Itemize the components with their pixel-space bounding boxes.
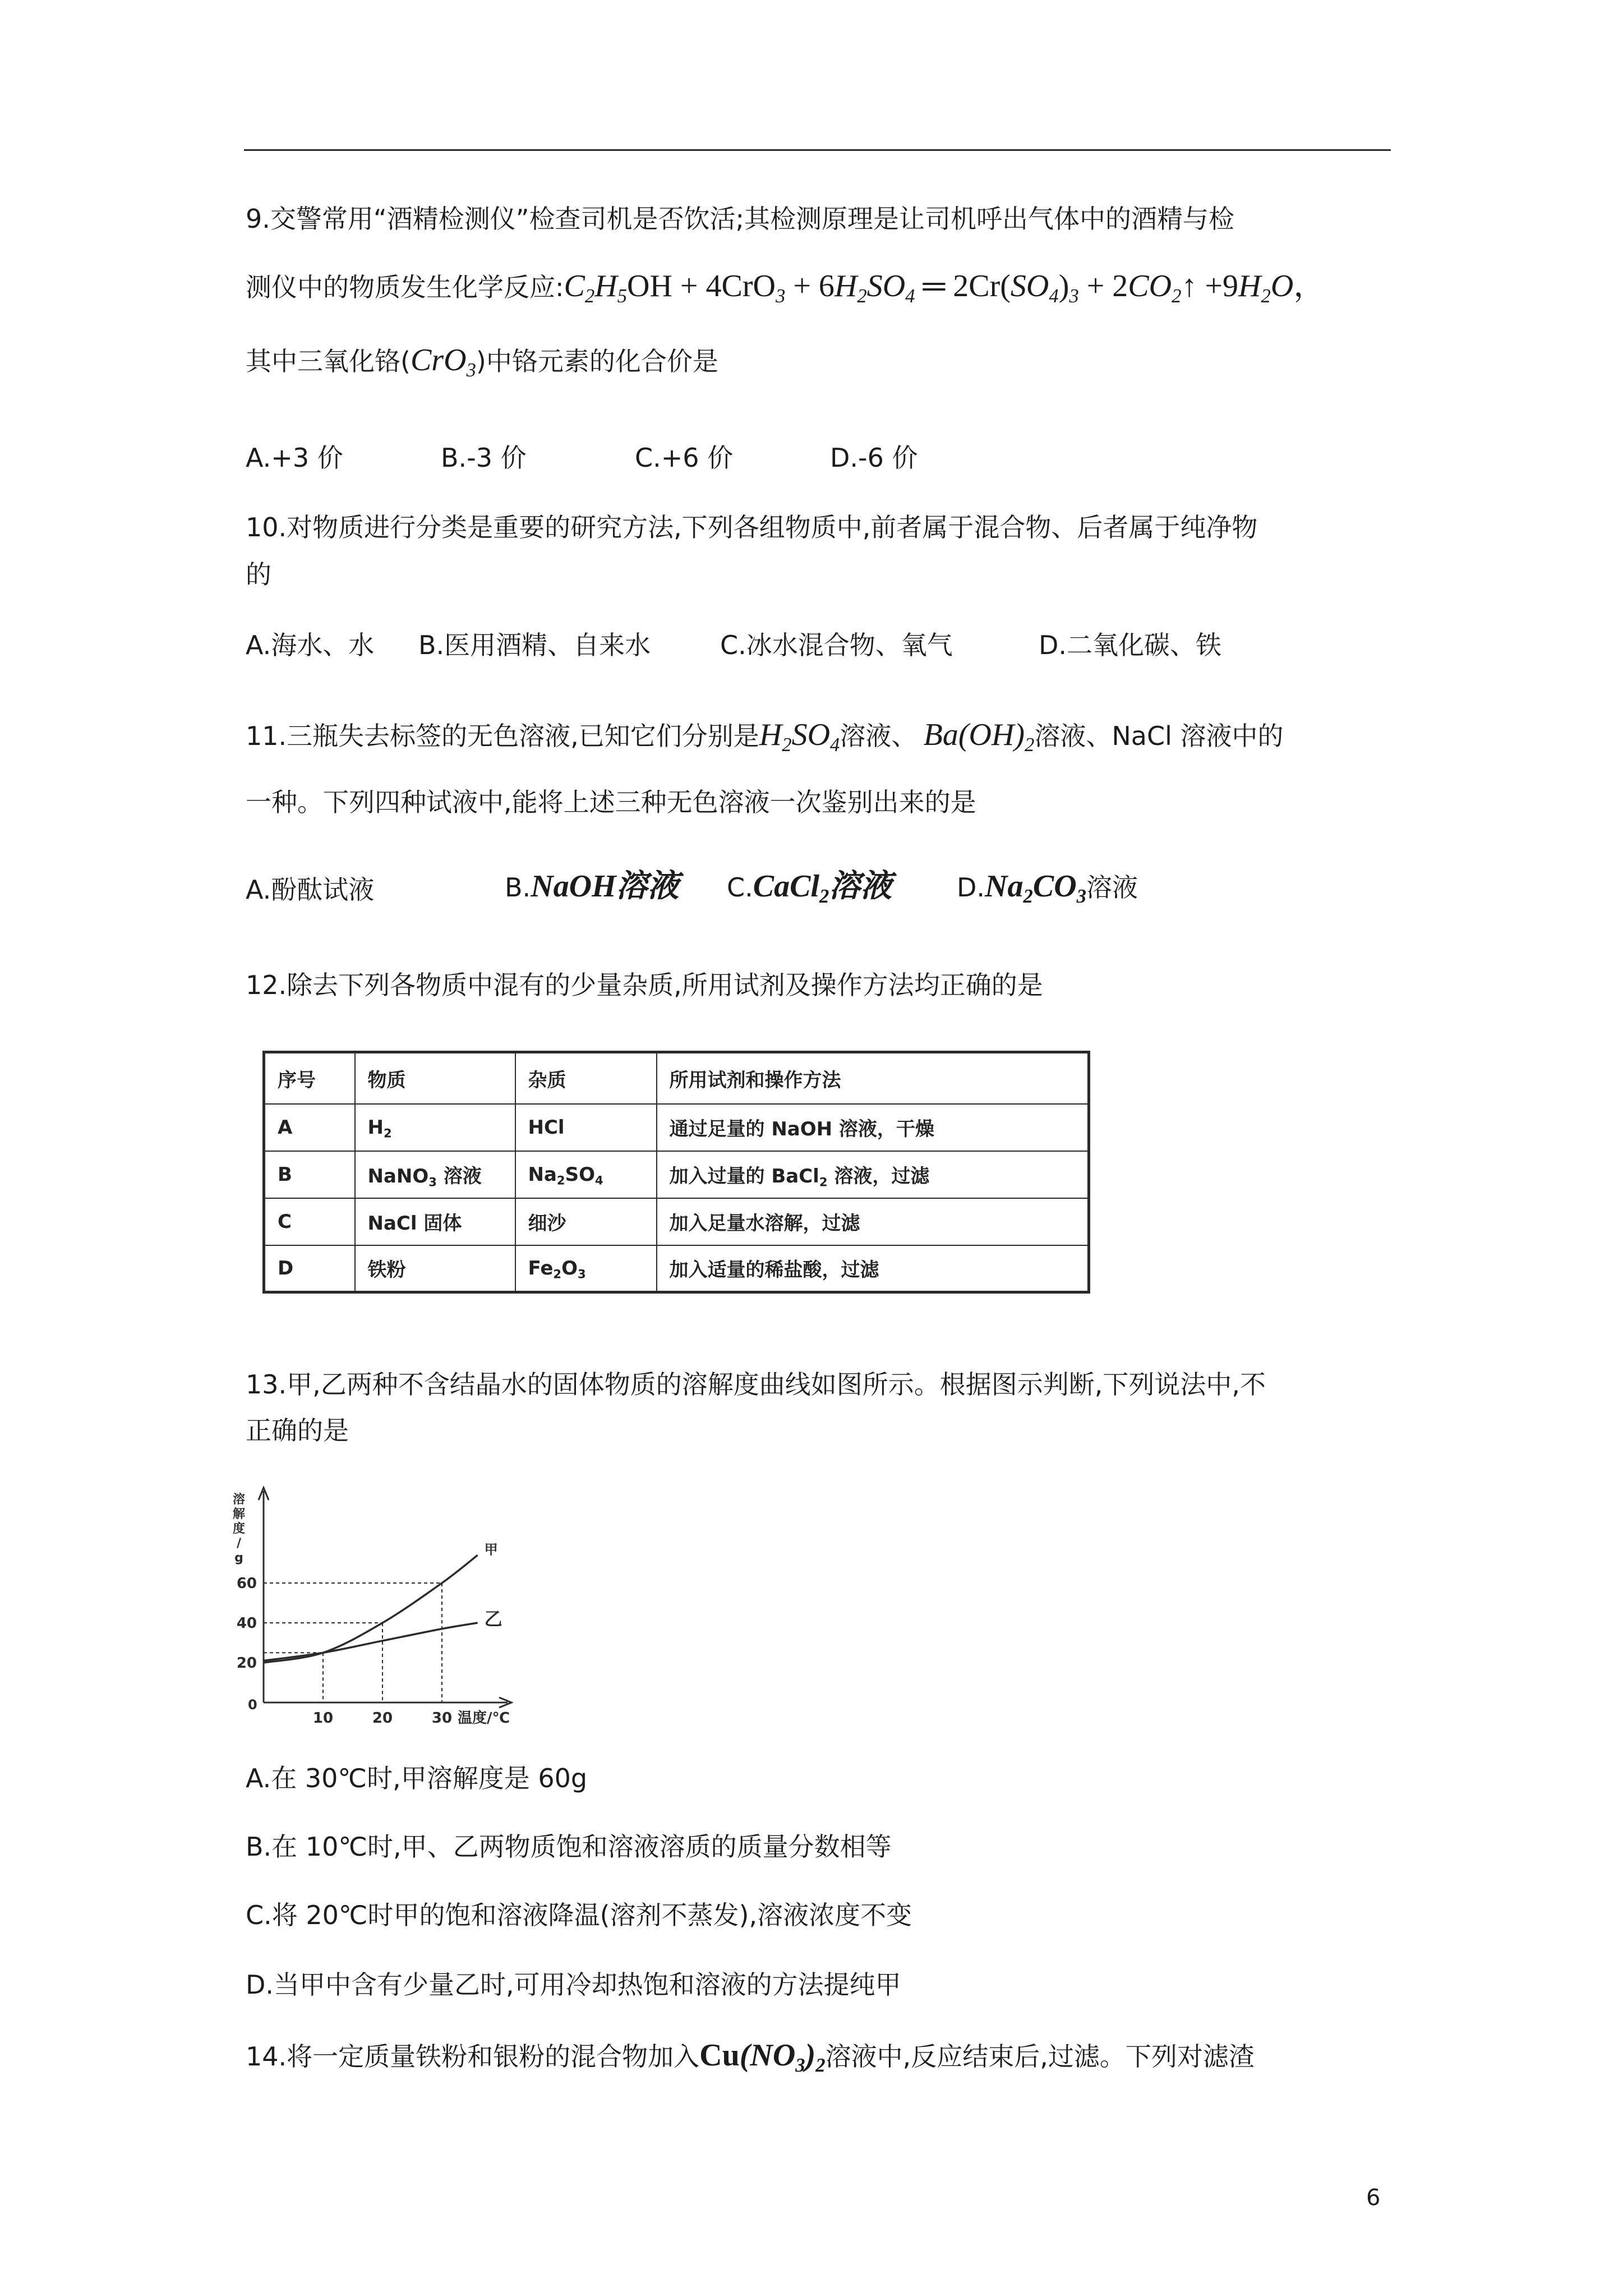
- q9-option-a: A.+3 价: [246, 443, 343, 473]
- x-tick-label: 30: [431, 1710, 453, 1727]
- y-tick-label: 60: [236, 1575, 257, 1592]
- substance-cell: NaCl 固体: [355, 1198, 515, 1245]
- q10-option-d: D.二氧化碳、铁: [1039, 630, 1222, 660]
- q9-stem-line2-text: 测仪中的物质发生化学反应:: [246, 272, 564, 302]
- method-cell: 加入适量的稀盐酸，过滤: [657, 1245, 1089, 1292]
- series-jia-label: 甲: [484, 1542, 498, 1558]
- q13-option-d: D.当甲中含有少量乙时,可用冷却热饱和溶液的方法提纯甲: [246, 1970, 901, 2000]
- q13-option-b: B.在 10℃时,甲、乙两物质饱和溶液溶质的质量分数相等: [246, 1832, 892, 1862]
- x-tick-label: 20: [372, 1710, 393, 1727]
- method-cell: 通过足量的 NaOH 溶液，干燥: [657, 1104, 1089, 1151]
- q9-equation: $C_2H_5OH + 4CrO_3 + 6H_2SO_4$ ═ $2Cr(SO_4)_3$ + $2CO_2↑ +9H_2O$，: [564, 269, 1325, 307]
- q10-stem-line2: 的: [246, 559, 271, 590]
- q9-option-d: D.-6 价: [830, 443, 918, 473]
- table-header-cell: 序号: [264, 1052, 355, 1104]
- table-row: [264, 1151, 1089, 1198]
- table-row: [264, 1245, 1089, 1292]
- origin-label: 0: [248, 1697, 257, 1713]
- row-id-cell: D: [264, 1245, 355, 1292]
- x-axis-label: 温度/℃: [458, 1710, 510, 1727]
- impurity-cell: $Fe_2O_3$: [515, 1245, 657, 1292]
- q10-stem-line1: 10.对物质进行分类是重要的研究方法,下列各组物质中,前者属于混合物、后者属于纯净物: [246, 512, 1258, 542]
- q9-option-b: B.-3 价: [441, 443, 527, 473]
- q13-option-c: C.将 20℃时甲的饱和溶液降温(溶剂不蒸发),溶液浓度不变: [246, 1900, 912, 1930]
- row-id-cell: B: [264, 1151, 355, 1198]
- method-cell: 加入过量的 BaCl$_2$ 溶液，过滤: [657, 1151, 1089, 1198]
- q14-cuno32-formula: $Cu(NO_3)_2$: [699, 2038, 826, 2077]
- q11-option-d-formula: $Na_2CO_3$: [985, 869, 1087, 908]
- q12-table-body: [264, 1052, 1089, 1292]
- q10-option-b: B.医用酒精、自来水: [418, 630, 651, 660]
- q11-line1-c: 溶液、NaCl 溶液中的: [1034, 721, 1284, 751]
- y-axis-label-char: 溶: [232, 1493, 246, 1507]
- q14-line1-a: 14.将一定质量铁粉和银粉的混合物加入: [246, 2041, 700, 2072]
- table-header-row: [264, 1052, 1089, 1104]
- q13-stem-line1: 13.甲,乙两种不含结晶水的固体物质的溶解度曲线如图所示。根据图示判断,下列说法中,不: [246, 1369, 1266, 1400]
- q13-option-a: A.在 30℃时,甲溶解度是 60g: [246, 1763, 588, 1793]
- q11-stem-line1: [246, 717, 1284, 756]
- y-axis-label-char: g: [234, 1551, 243, 1565]
- q11-option-a: A.酚酞试液: [246, 875, 375, 905]
- method-cell: 加入足量水溶解，过滤: [657, 1198, 1089, 1245]
- q11-h2so4-formula: $H_2SO_4$: [759, 717, 840, 756]
- q9-stem-line1: 9.交警常用“酒精检测仪”检查司机是否饮活;其检测原理是让司机呼出气体中的酒精与检: [246, 204, 1235, 234]
- q14-line1-b: 溶液中,反应结束后,过滤。下列对滤渣: [825, 2041, 1255, 2072]
- q11-option-d: $D.Na_2CO_3$溶液: [957, 869, 1138, 908]
- q11-option-c: C.CaCl$_2$溶液: [727, 869, 892, 908]
- table-header-cell: 物质: [355, 1052, 515, 1104]
- series-yi-curve: [264, 1623, 478, 1660]
- q10-option-c: C.冰水混合物、氧气: [720, 630, 953, 660]
- q9-cro3-formula: CrO$_3$: [410, 343, 476, 381]
- impurity-cell: $Na_2SO_4$: [515, 1151, 657, 1198]
- q11-baoh2-formula: $Ba(OH)_2$: [923, 717, 1035, 756]
- q9-stem-line3: [246, 343, 718, 381]
- substance-cell: 铁粉: [355, 1245, 515, 1292]
- q13-solubility-chart: [224, 1481, 527, 1728]
- q9-option-c: C.+6 价: [635, 443, 734, 473]
- row-id-cell: C: [264, 1198, 355, 1245]
- series-jia-curve: [264, 1555, 478, 1663]
- q10-option-a: A.海水、水: [246, 630, 375, 660]
- impurity-cell: HCl: [515, 1104, 657, 1151]
- table-row: [264, 1104, 1089, 1151]
- q9-stem-line2: [246, 269, 1325, 307]
- table-header-cell: 杂质: [515, 1052, 657, 1104]
- q11-line1-a: 11.三瓶失去标签的无色溶液,已知它们分别是: [246, 721, 759, 751]
- q12-table: [262, 1051, 1090, 1294]
- q11-option-c-formula: CaCl$_2$溶液: [753, 869, 892, 908]
- header-rule: [244, 149, 1391, 151]
- page-number: 6: [1366, 2185, 1381, 2211]
- q11-line1-b: 溶液、: [840, 721, 917, 751]
- x-tick-label: 10: [312, 1710, 334, 1727]
- series-yi-label: 乙: [484, 1608, 502, 1630]
- y-tick-label: 40: [236, 1615, 257, 1632]
- q12-stem: 12.除去下列各物质中混有的少量杂质,所用试剂及操作方法均正确的是: [246, 970, 1043, 1000]
- table-row: [264, 1198, 1089, 1245]
- substance-cell: $H_2$: [355, 1104, 515, 1151]
- substance-cell: NaNO$_3$ 溶液: [355, 1151, 515, 1198]
- q13-stem-line2: 正确的是: [246, 1415, 349, 1446]
- y-axis-label-char: /: [236, 1536, 242, 1550]
- q11-option-b-formula: NaOH溶液: [531, 869, 679, 904]
- q14-stem-line1: [246, 2038, 1255, 2077]
- q11-option-b: B.NaOH溶液: [505, 869, 679, 904]
- y-axis-label-char: 度: [232, 1522, 246, 1536]
- y-axis-label-char: 解: [232, 1507, 246, 1521]
- q11-stem-line2: 一种。下列四种试液中,能将上述三种无色溶液一次鉴别出来的是: [246, 787, 976, 817]
- impurity-cell: 细沙: [515, 1198, 657, 1245]
- q9-line3-pre: 其中三氧化铬(: [246, 346, 411, 376]
- table-header-cell: 所用试剂和操作方法: [657, 1052, 1089, 1104]
- y-tick-label: 20: [236, 1655, 257, 1672]
- q9-line3-post: )中铬元素的化合价是: [476, 346, 718, 376]
- row-id-cell: A: [264, 1104, 355, 1151]
